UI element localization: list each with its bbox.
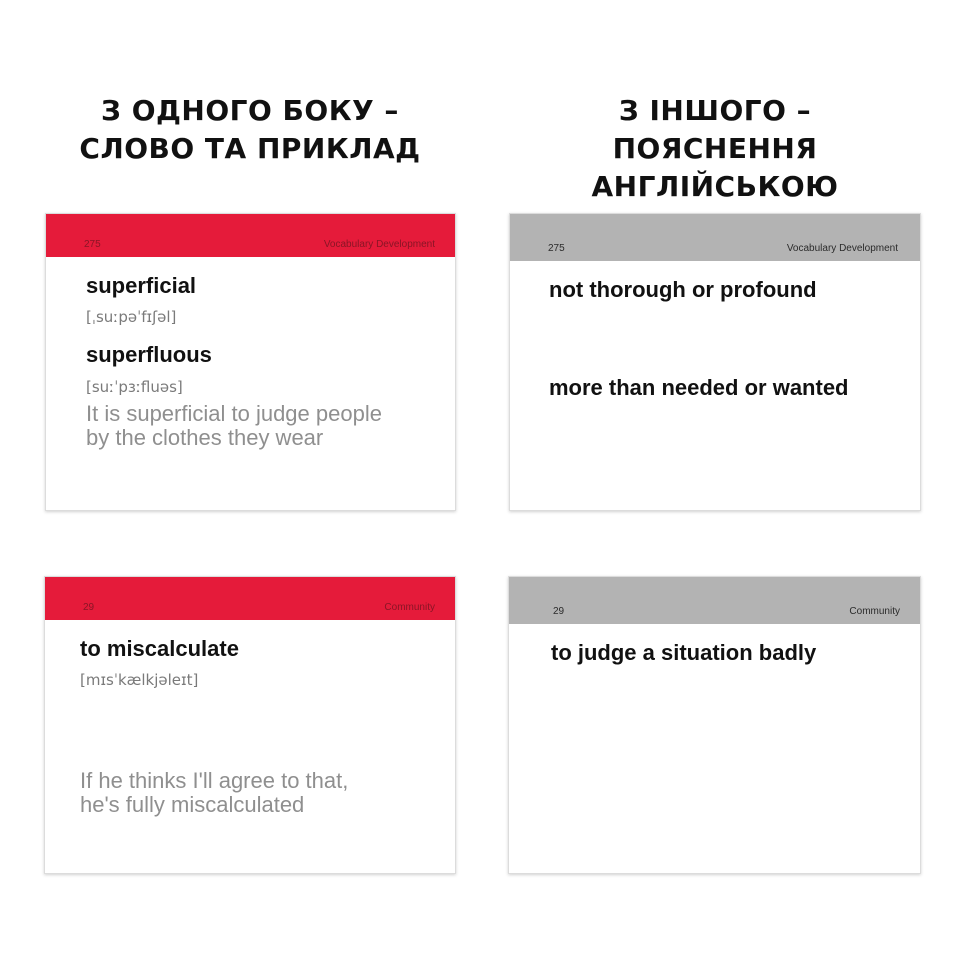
vocab-word: to miscalculate [80,636,239,661]
card-topic: Vocabulary Development [323,239,435,250]
card-topic: Vocabulary Development [786,243,898,254]
card-header-bar [45,577,455,620]
example-line: It is superficial to judge people [86,401,382,426]
example-sentence [80,769,348,817]
card-topic: Community [384,602,435,613]
flashcard-back-superficial [509,213,921,511]
card-number: 275 [548,243,565,254]
flashcard-back-miscalculate [508,576,921,874]
front-side-heading [50,92,450,168]
definition: to judge a situation badly [551,640,817,665]
flashcard-front-miscalculate [44,576,456,874]
card-header-bar [509,577,920,624]
transcription: [mɪsˈkælkjəleɪt] [80,671,199,689]
card-topic: Community [849,606,900,617]
flashcard-front-superficial [45,213,456,511]
transcription: [suːˈpɜːfluəs] [86,378,183,396]
back-side-heading [515,92,915,206]
heading-line: З ОДНОГО БОКУ – [101,94,399,127]
definition: more than needed or wanted [549,375,849,400]
definition: not thorough or profound [549,277,817,302]
example-line: by the clothes they wear [86,425,324,450]
card-number: 29 [83,602,95,613]
vocab-word: superficial [86,273,197,298]
card-number: 29 [553,606,565,617]
card-number: 275 [84,239,101,250]
card-header-bar [510,214,920,261]
card-header-bar [46,214,455,257]
example-line: If he thinks I'll agree to that, [80,768,349,793]
example-line: he's fully miscalculated [80,792,305,817]
transcription: [ˌsuːpəˈfɪʃəl] [86,308,177,326]
heading-line: СЛОВО ТА ПРИКЛАД [79,132,421,165]
heading-line: АНГЛІЙСЬКОЮ [591,170,839,203]
example-sentence [86,402,382,450]
vocab-word: superfluous [86,342,212,367]
heading-line: З ІНШОГО – ПОЯСНЕННЯ [612,94,818,165]
